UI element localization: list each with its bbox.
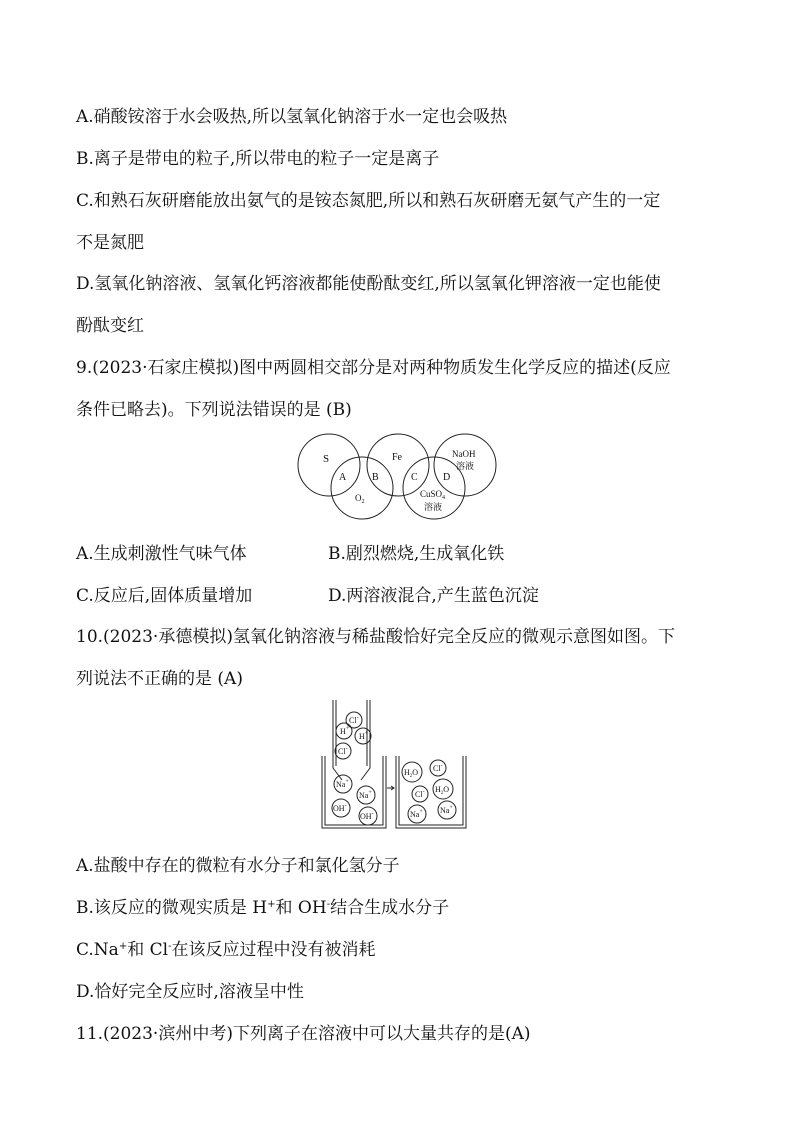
left-beaker <box>322 756 386 828</box>
q8-option-d-line1: D.氢氧化钠溶液、氢氧化钙溶液都能使酚酞变红,所以氢氧化钾溶液一定也能使 <box>76 274 661 294</box>
circle-s <box>298 434 360 496</box>
label-d: D <box>443 472 451 483</box>
q8-option-b: B.离子是带电的粒子,所以带电的粒子一定是离子 <box>76 149 440 169</box>
label-fe: Fe <box>392 452 402 463</box>
label-s: S <box>323 453 330 465</box>
q10-stem-line1: 10.(2023·承德模拟)氢氧化钠溶液与稀盐酸恰好完全反应的微观示意图如图。下 <box>76 627 675 647</box>
q8-option-c-line1: C.和熟石灰研磨能放出氨气的是铵态氮肥,所以和熟石灰研磨无氨气产生的一定 <box>76 191 661 211</box>
ion-cl-1-label: Cl- <box>349 715 359 725</box>
ion-h-2-label: H+ <box>359 731 369 741</box>
circle-o2 <box>331 457 393 519</box>
ion-cl-4-label: Cl- <box>415 789 425 799</box>
ion-oh-2-label: OH- <box>360 811 374 821</box>
label-naoh: NaOH <box>452 449 476 459</box>
q10-option-a: A.盐酸中存在的微粒有水分子和氯化氢分子 <box>76 856 400 876</box>
ion-na-3-label: Na+ <box>410 809 423 819</box>
q10-neutralization-diagram <box>318 698 470 832</box>
label-b: B <box>372 472 379 483</box>
ion-cl-3-label: Cl- <box>433 763 443 773</box>
label-cuso4-solution: 溶液 <box>424 502 443 512</box>
q9-stem-line2: 条件已略去)。下列说法错误的是 (B) <box>76 400 352 420</box>
right-beaker <box>396 756 466 828</box>
label-cuso4: CuSO$_4$ <box>420 489 446 501</box>
q8-option-a: A.硝酸铵溶于水会吸热,所以氢氧化钠溶于水一定也会吸热 <box>76 107 508 127</box>
ion-h-1-label: H+ <box>340 726 350 736</box>
label-o2: $O_2$ <box>355 493 365 505</box>
molecule-h2o-2-label: $H_2O$ <box>435 785 450 796</box>
q10-option-b: B.该反应的微观实质是 H+和 OH-结合生成水分子 <box>76 898 450 918</box>
ion-oh-1-label: OH- <box>333 803 347 813</box>
q8-option-c-line2: 不是氮肥 <box>76 233 144 253</box>
q9-option-a: A.生成刺激性气味气体 <box>76 544 247 564</box>
q10-option-c: C.Na+和 Cl-在该反应过程中没有被消耗 <box>76 940 376 960</box>
q8-option-d-line2: 酚酞变红 <box>76 316 144 336</box>
ion-cl-2-label: Cl- <box>338 746 348 756</box>
right-beaker-inner <box>399 756 463 825</box>
ion-na-4-label: Na+ <box>440 805 453 815</box>
label-a: A <box>339 472 347 483</box>
q9-option-b: B.剧烈燃烧,生成氧化铁 <box>328 544 505 564</box>
label-naoh-solution: 溶液 <box>456 461 475 471</box>
q9-option-c: C.反应后,固体质量增加 <box>76 586 253 606</box>
ion-na-1-label: Na+ <box>336 779 349 789</box>
circle-fe <box>367 434 429 496</box>
q9-circle-diagram <box>296 432 500 522</box>
label-c: C <box>411 472 418 483</box>
q11-stem: 11.(2023·滨州中考)下列离子在溶液中可以大量共存的是(A) <box>76 1024 531 1044</box>
q10-option-d: D.恰好完全反应时,溶液呈中性 <box>76 982 304 1002</box>
q9-option-d: D.两溶液混合,产生蓝色沉淀 <box>328 586 539 606</box>
q10-stem-line2: 列说法不正确的是 (A) <box>76 669 243 689</box>
q9-stem-line1: 9.(2023·石家庄模拟)图中两圆相交部分是对两种物质发生化学反应的描述(反应 <box>76 358 671 378</box>
ion-na-2-label: Na+ <box>359 790 372 800</box>
molecule-h2o-1-label: $H_2O$ <box>404 768 419 779</box>
